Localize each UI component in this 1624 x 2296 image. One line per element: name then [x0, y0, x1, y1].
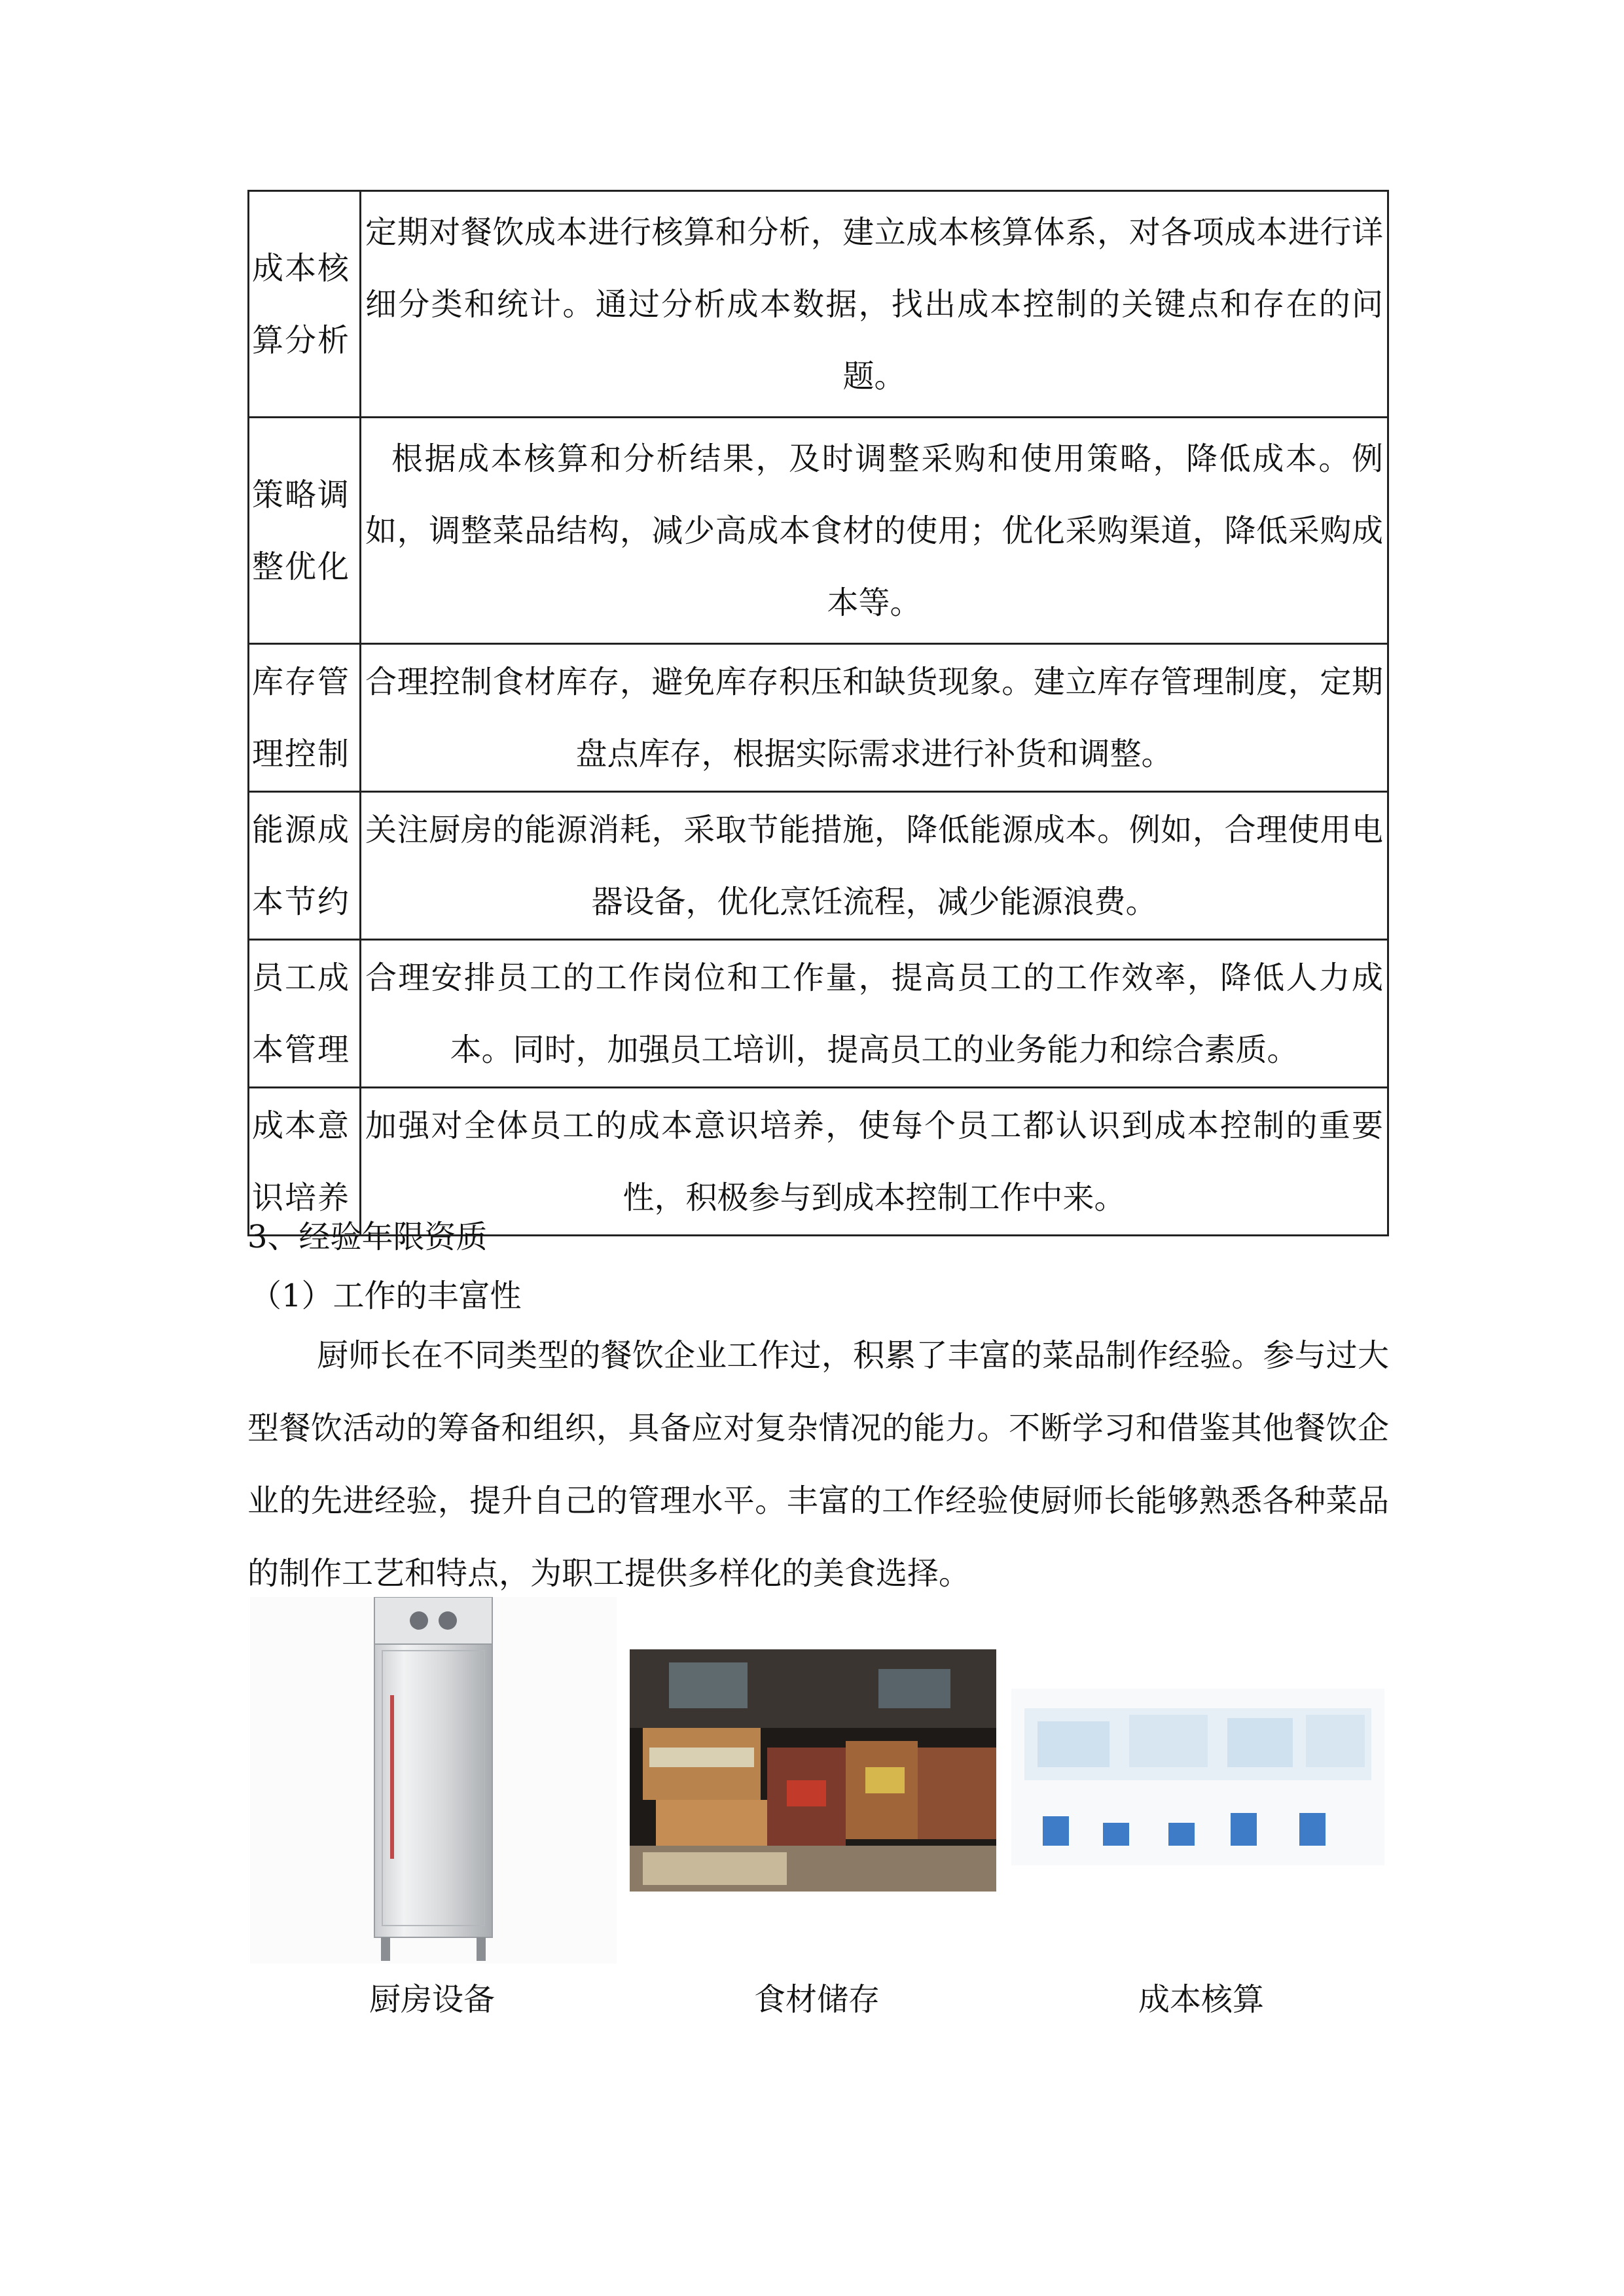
row-description: 合理控制食材库存，避免库存积压和缺货现象。建立库存管理制度，定期盘点库存，根据实际需求进行补货和调整。 [361, 644, 1388, 792]
table-row [249, 191, 1388, 418]
row-description: 合理安排员工的工作岗位和工作量，提高员工的工作效率，降低人力成本。同时，加强员工培训，提高员工的业务能力和综合素质。 [361, 940, 1388, 1088]
row-label: 员工成本管理 [249, 940, 361, 1088]
table-row [249, 940, 1388, 1088]
row-label: 策略调整优化 [249, 418, 361, 644]
figure-caption: 食材储存 [753, 1981, 880, 2018]
table-row [249, 418, 1388, 644]
table-row [249, 792, 1388, 940]
row-label: 库存管理控制 [249, 644, 361, 792]
kitchen-equipment-image [250, 1597, 617, 1964]
cost-control-table [247, 190, 1389, 1236]
row-label: 成本意识培养 [249, 1088, 361, 1236]
row-description: 加强对全体员工的成本意识培养，使每个员工都认识到成本控制的重要性，积极参与到成本控制工作中来。 [361, 1088, 1388, 1236]
figure-caption: 厨房设备 [369, 1981, 495, 2018]
figure-caption: 成本核算 [1138, 1981, 1264, 2018]
food-storage-image [630, 1649, 996, 1892]
subsection-heading: （1）工作的丰富性 [250, 1278, 522, 1314]
section-heading: 3、经验年限资质 [247, 1219, 488, 1255]
row-description: 根据成本核算和分析结果，及时调整采购和使用策略，降低成本。例如，调整菜品结构，减少高成本食材的使用；优化采购渠道，降低采购成本等。 [361, 418, 1388, 644]
cost-accounting-image [1011, 1689, 1384, 1865]
table-row [249, 1088, 1388, 1236]
row-description: 关注厨房的能源消耗，采取节能措施，降低能源成本。例如，合理使用电器设备，优化烹饪流程，减少能源浪费。 [361, 792, 1388, 940]
table-row [249, 644, 1388, 792]
row-label: 成本核算分析 [249, 191, 361, 418]
row-description: 定期对餐饮成本进行核算和分析，建立成本核算体系，对各项成本进行详细分类和统计。通过分析成本数据，找出成本控制的关键点和存在的问题。 [361, 191, 1388, 418]
row-label: 能源成本节约 [249, 792, 361, 940]
body-paragraph: 厨师长在不同类型的餐饮企业工作过，积累了丰富的菜品制作经验。参与过大型餐饮活动的筹备和组织，具备应对复杂情况的能力。不断学习和借鉴其他餐饮企业的先进经验，提升自己的管理水平。丰富的工作经验使厨师长能够熟悉各种菜品的制作工艺和特点，为职工提供多样化的美食选择。 [247, 1337, 1389, 1592]
